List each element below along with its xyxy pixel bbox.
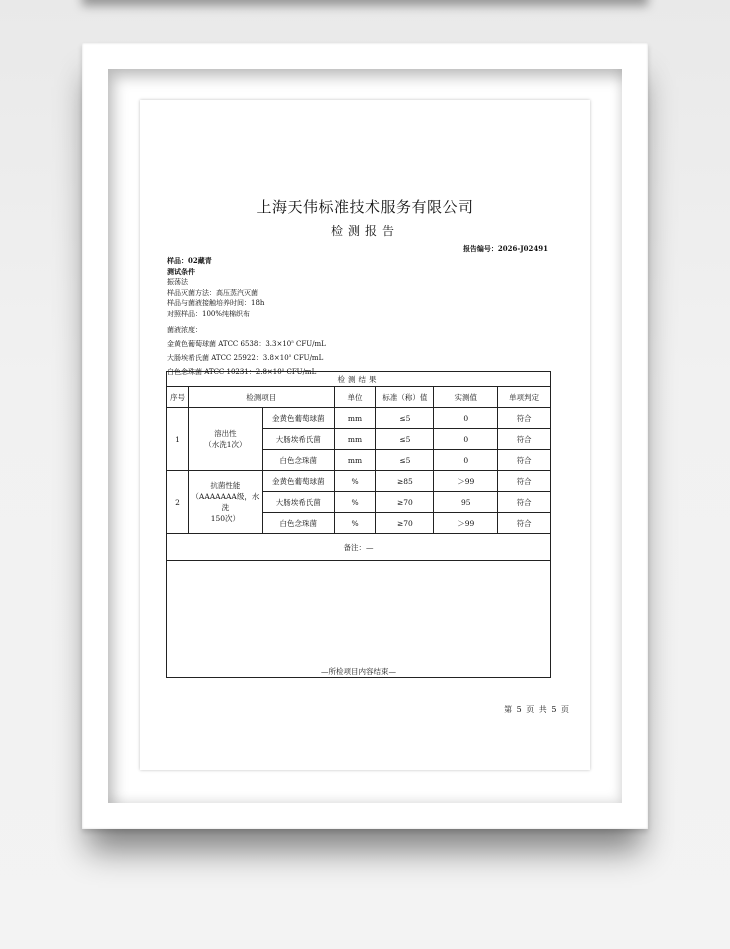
standard-value: ≤5 [376, 429, 434, 450]
organism: 白色念珠菌 [262, 513, 334, 534]
header-no: 序号 [167, 387, 189, 408]
header-item: 检测项目 [188, 387, 334, 408]
unit: % [334, 513, 376, 534]
verdict: 符合 [498, 408, 551, 429]
end-of-report: —所检项目内容结束— [167, 561, 551, 678]
measured-value: 0 [434, 450, 498, 471]
header-unit: 单位 [334, 387, 376, 408]
header-verdict: 单项判定 [498, 387, 551, 408]
unit: mm [334, 408, 376, 429]
table-row [167, 471, 551, 492]
row-number: 1 [167, 408, 189, 471]
conditions-title: 测试条件 [167, 266, 195, 276]
unit: % [334, 471, 376, 492]
page-number: 第 5 页 共 5 页 [504, 705, 570, 714]
concentration-line: 金黄色葡萄球菌 ATCC 6538：$3.3\times 10^5$ CFU/mL [167, 339, 326, 348]
verdict: 符合 [498, 492, 551, 513]
control-sample: 对照样品：100%纯棉织布 [167, 309, 251, 318]
unit: % [334, 492, 376, 513]
standard-value: ≤5 [376, 408, 434, 429]
standard-value: ≤5 [376, 450, 434, 471]
standard-value: ≥85 [376, 471, 434, 492]
report-number: 报告编号：2026-J02491 [462, 244, 548, 253]
unit: mm [334, 450, 376, 471]
concentration-line: 白色念珠菌 ATCC 10231：$2.8\times 10^5$ CFU/mL [167, 367, 317, 376]
measured-value: ＞99 [434, 513, 498, 534]
verdict: 符合 [498, 471, 551, 492]
measured-value: 95 [434, 492, 498, 513]
test-method: 振荡法 [167, 278, 188, 286]
sample-name: 样品：02藏青 [167, 256, 212, 265]
document-title: 检测报告 [330, 224, 399, 238]
notes: 备注：— [167, 534, 551, 561]
unit: mm [334, 429, 376, 450]
results-table [166, 371, 551, 678]
test-item: 抗菌性能 （AAAAAAA级，水洗 150次） [188, 471, 262, 534]
measured-value: ＞99 [434, 471, 498, 492]
standard-value: ≥70 [376, 513, 434, 534]
table-header-row [167, 387, 551, 408]
measured-value: 0 [434, 408, 498, 429]
test-meta [167, 256, 264, 319]
company-name: 上海天伟标准技术服务有限公司 [256, 198, 474, 216]
report-page [140, 100, 590, 770]
header-standard: 标准（称）值 [376, 387, 434, 408]
row-number: 2 [167, 471, 189, 534]
verdict: 符合 [498, 429, 551, 450]
contact-time: 样品与菌液接触培养时间：18h [167, 299, 265, 307]
header-measured: 实测值 [434, 387, 498, 408]
concentration-line: 大肠埃希氏菌 ATCC 25922：$3.8\times 10^5$ CFU/mL [167, 353, 324, 362]
concentration-title: 菌液浓度： [167, 326, 202, 334]
verdict: 符合 [498, 450, 551, 471]
table-row [167, 408, 551, 429]
organism: 大肠埃希氏菌 [262, 492, 334, 513]
organism: 金黄色葡萄球菌 [262, 408, 334, 429]
organism: 大肠埃希氏菌 [262, 429, 334, 450]
test-item: 溶出性 （水洗1次） [188, 408, 262, 471]
organism: 金黄色葡萄球菌 [262, 471, 334, 492]
sterilization-method: 样品灭菌方法：高压蒸汽灭菌 [167, 288, 258, 297]
standard-value: ≥70 [376, 492, 434, 513]
verdict: 符合 [498, 513, 551, 534]
organism: 白色念珠菌 [262, 450, 334, 471]
table-caption: 检测结果 [167, 372, 551, 387]
measured-value: 0 [434, 429, 498, 450]
